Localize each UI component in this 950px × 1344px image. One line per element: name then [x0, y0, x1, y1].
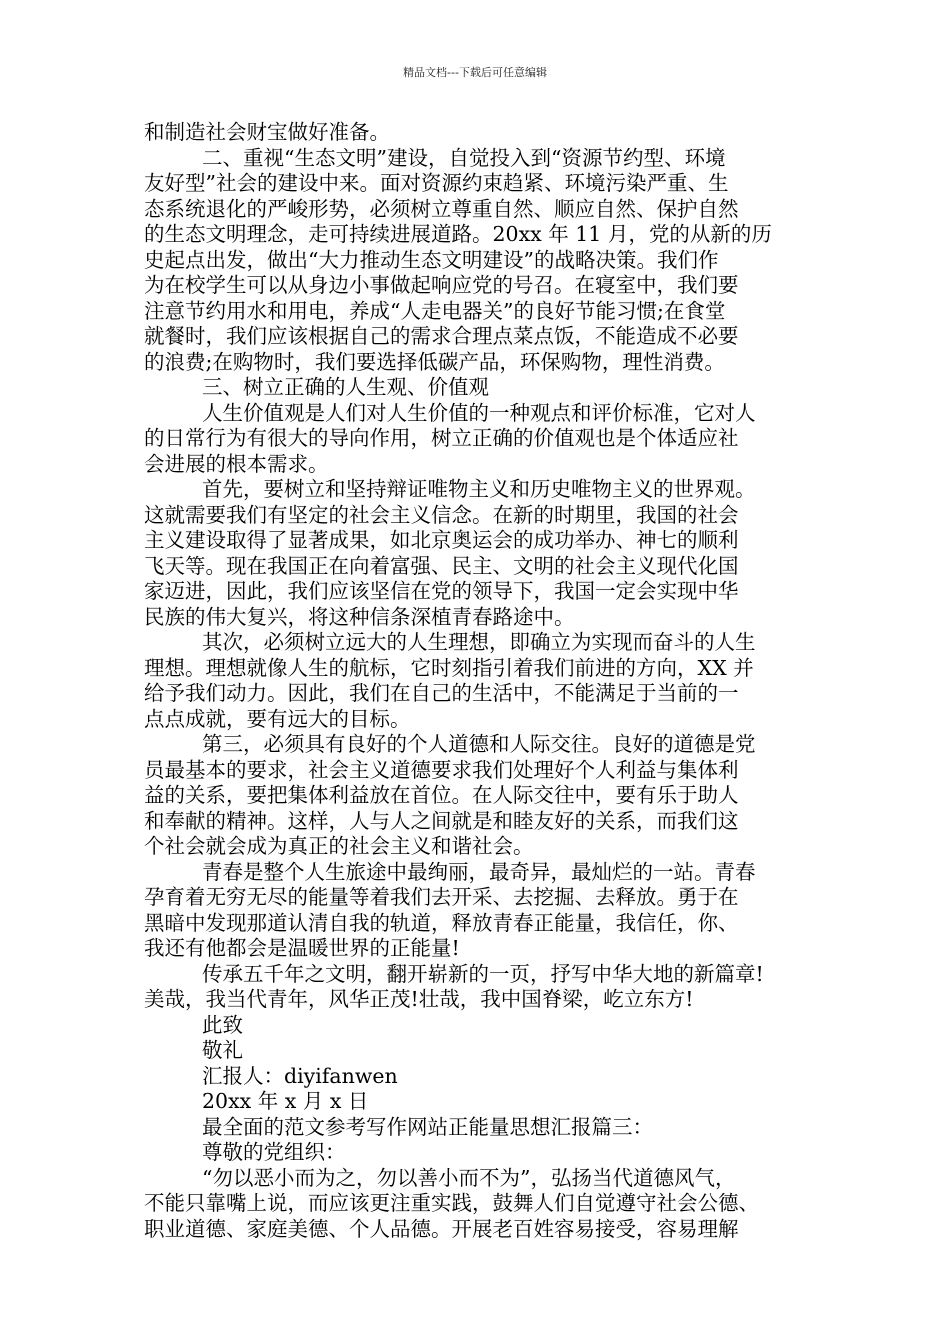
- text-line: 态系统退化的严峻形势，必须树立尊重自然、顺应自然、保护自然: [144, 196, 739, 221]
- text-line: 孕育着无穷无尽的能量等着我们去开采、去挖掘、去释放。勇于在: [144, 885, 739, 909]
- text-line: 史起点出发，做出“大力推动生态文明建设”的战略决策。我们作: [144, 247, 719, 272]
- text-line: 三、树立正确的人生观、价值观: [202, 375, 489, 399]
- text-line: 尊敬的党组织：: [202, 1140, 346, 1164]
- text-line: 人生价值观是人们对人生价值的一种观点和评价标准，它对人: [202, 400, 756, 425]
- text-line: 传承五千年之文明，翻开崭新的一页，抒写中华大地的新篇章!: [202, 961, 764, 986]
- text-line: 会进展的根本需求。: [144, 451, 329, 476]
- text-line: 的日常行为有很大的导向作用，树立正确的价值观也是个体适应社: [144, 426, 739, 450]
- document-body: [144, 120, 814, 1242]
- text-line: 个社会就会成为真正的社会主义和谐社会。: [144, 834, 534, 858]
- text-line: 点点成就，要有远大的目标。: [144, 706, 411, 731]
- text-line: 职业道德、家庭美德、个人品德。开展老百姓容易接受，容易理解: [144, 1216, 739, 1241]
- text-line: 这就需要我们有坚定的社会主义信念。在新的时期里，我国的社会: [144, 502, 739, 527]
- text-line: 此致: [202, 1012, 243, 1037]
- text-line: 的生态文明理念，走可持续进展道路。20xx 年 11 月，党的从新的历: [144, 222, 772, 246]
- text-line: 其次，必须树立远大的人生理想，即确立为实现而奋斗的人生: [202, 630, 756, 654]
- text-line: 飞天等。现在我国正在向着富强、民主、文明的社会主义现代化国: [144, 553, 739, 578]
- page-header: 精品文档---下载后可任意编辑: [403, 66, 547, 79]
- text-line: 二、重视“生态文明”建设，自觉投入到“资源节约型、环境: [202, 145, 726, 170]
- text-line: 不能只靠嘴上说，而应该更注重实践，鼓舞人们自觉遵守社会公德、: [144, 1191, 759, 1215]
- text-line: 注意节约用水和用电，养成“人走电器关”的良好节能习惯;在食堂: [144, 298, 726, 323]
- text-line: 主义建设取得了显著成果，如北京奥运会的成功举办、神七的顺利: [144, 528, 739, 552]
- text-line: 和制造社会财宝做好准备。: [144, 120, 390, 144]
- text-line: 青春是整个人生旅途中最绚丽，最奇异，最灿烂的一站。青春: [202, 859, 756, 884]
- text-line: 家迈进，因此，我们应该坚信在党的领导下，我国一定会实现中华: [144, 579, 739, 603]
- text-line: 民族的伟大复兴，将这种信条深植青春路途中。: [144, 604, 575, 629]
- text-line: 最全面的范文参考写作网站正能量思想汇报篇三：: [202, 1114, 653, 1139]
- text-line: 我还有他都会是温暖世界的正能量!: [144, 936, 460, 960]
- text-line: 就餐时，我们应该根据自己的需求合理点菜点饭，不能造成不必要: [144, 324, 739, 348]
- text-line: 汇报人：diyifanwen: [202, 1063, 398, 1088]
- text-line: 20xx 年 x 月 x 日: [202, 1089, 369, 1113]
- text-line: 友好型”社会的建设中来。面对资源约束趋紧、环境污染严重、生: [144, 171, 729, 195]
- text-line: 敬礼: [202, 1038, 243, 1062]
- text-line: 第三，必须具有良好的个人道德和人际交往。良好的道德是党: [202, 732, 756, 756]
- text-line: 给予我们动力。因此，我们在自己的生活中，不能满足于当前的一: [144, 681, 739, 705]
- text-line: 黑暗中发现那道认清自我的轨道，释放青春正能量，我信任，你、: [144, 910, 739, 935]
- text-line: 的浪费;在购物时，我们要选择低碳产品，环保购物，理性消费。: [144, 349, 725, 374]
- text-line: 理想。理想就像人生的航标，它时刻指引着我们前进的方向，XX 并: [144, 655, 754, 680]
- text-line: “勿以恶小而为之，勿以善小而不为”，弘扬当代道德风气，: [202, 1165, 736, 1190]
- text-line: 美哉，我当代青年，风华正茂!壮哉，我中国脊梁，屹立东方!: [144, 987, 694, 1011]
- text-line: 为在校学生可以从身边小事做起响应党的号召。在寝室中，我们要: [144, 273, 739, 297]
- text-line: 和奉献的精神。这样，人与人之间就是和睦友好的关系，而我们这: [144, 808, 739, 833]
- text-line: 员最基本的要求，社会主义道德要求我们处理好个人利益与集体利: [144, 757, 739, 782]
- text-line: 首先，要树立和坚持辩证唯物主义和历史唯物主义的世界观。: [202, 477, 756, 501]
- text-line: 益的关系，要把集体利益放在首位。在人际交往中，要有乐于助人: [144, 783, 739, 807]
